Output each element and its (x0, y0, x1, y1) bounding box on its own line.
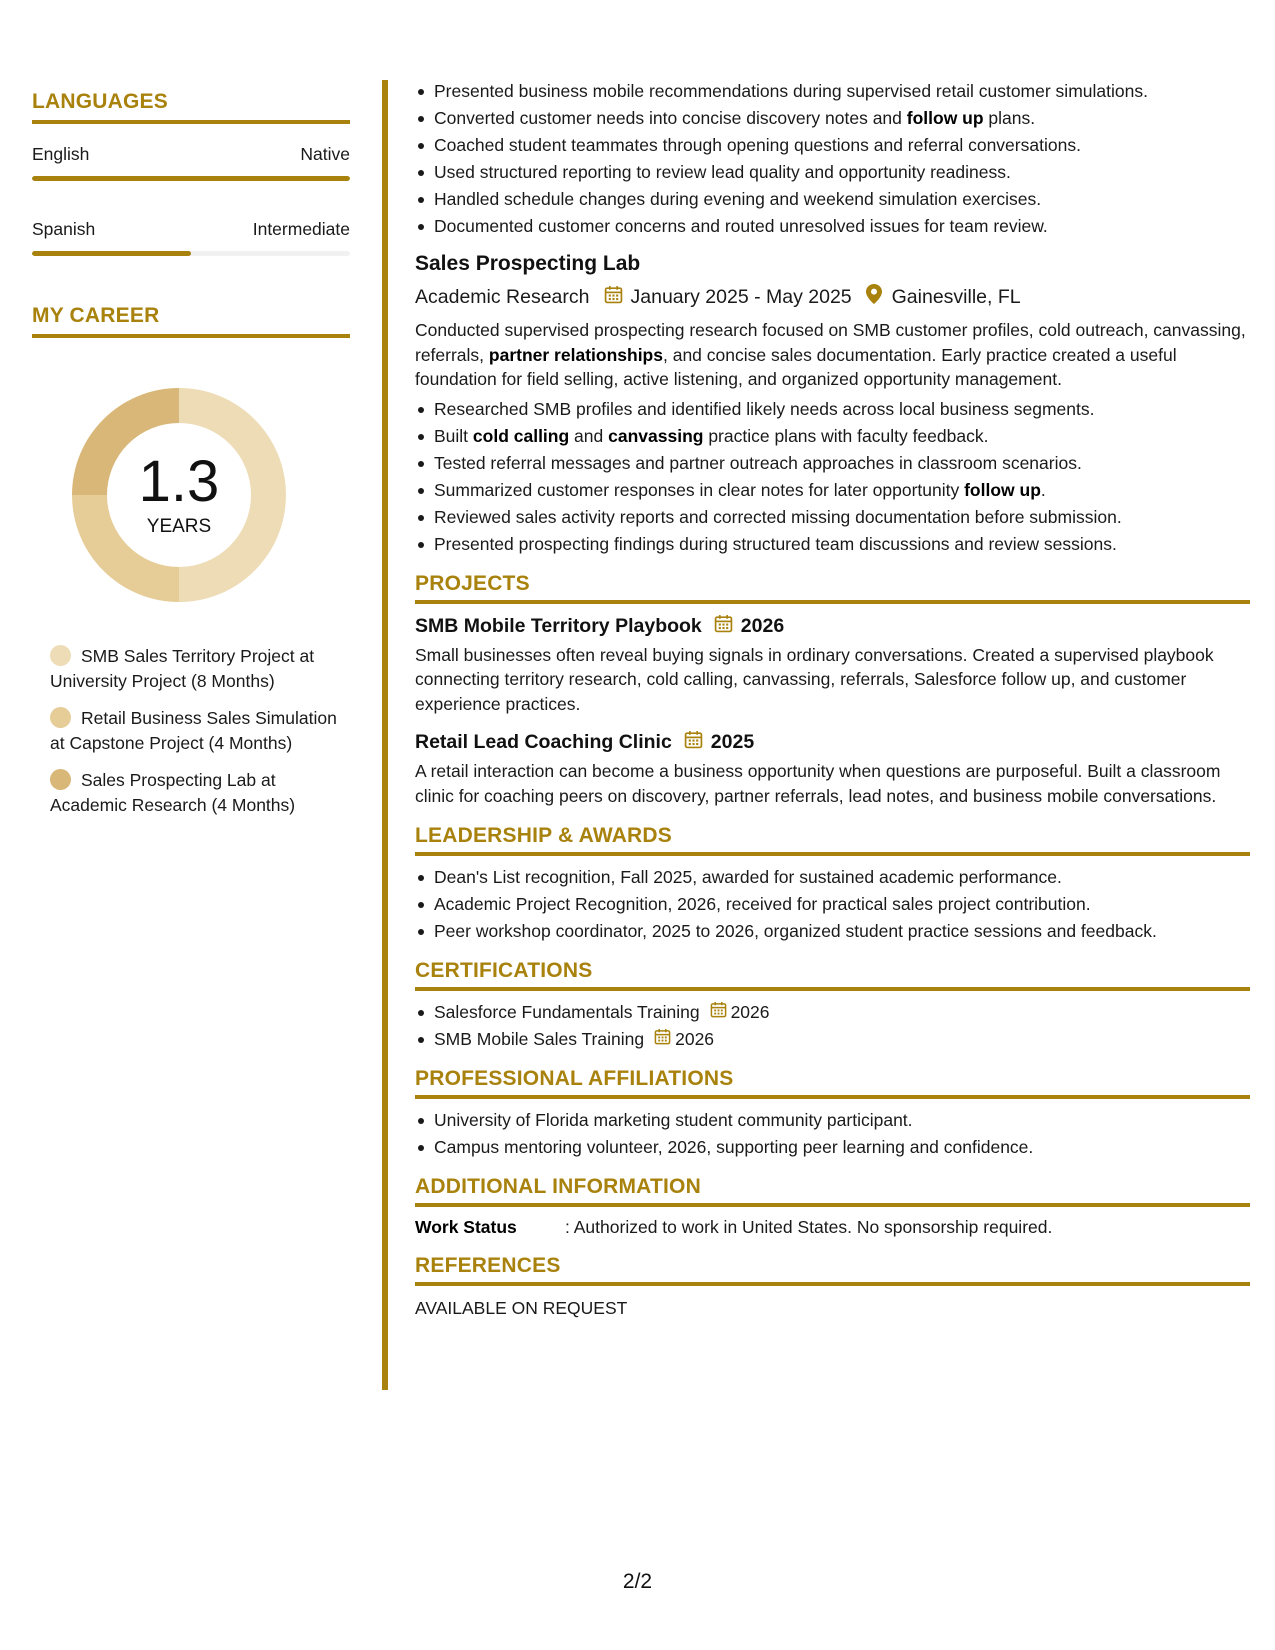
legend-dot (50, 707, 71, 728)
bullet-item: Tested referral messages and partner outreach approaches in classroom scenarios. (415, 450, 1250, 477)
language-level-bar (32, 176, 350, 181)
experience-org: Academic Research (415, 285, 590, 308)
bullet-item: Documented customer concerns and routed unresolved issues for team review. (415, 213, 1250, 240)
career-legend (50, 644, 340, 818)
bullet-item: Used structured reporting to review lead quality and opportunity readiness. (415, 159, 1250, 186)
language-level-fill (32, 251, 191, 256)
calendar-icon (604, 285, 623, 310)
affiliations-heading: PROFESSIONAL AFFILIATIONS (415, 1067, 1250, 1099)
project-year: 2025 (710, 731, 755, 753)
experience-meta (415, 284, 1250, 310)
references-text: AVAILABLE ON REQUEST (415, 1298, 628, 1318)
bullet-item: Presented prospecting findings during structured team discussions and review sessions. (415, 531, 1250, 558)
language-item (32, 219, 350, 256)
legend-dot (50, 769, 71, 790)
right-column (415, 78, 1250, 1319)
experience-bullets (415, 78, 1250, 240)
calendar-icon (654, 1026, 671, 1053)
languages-heading: LANGUAGES (32, 90, 350, 124)
legend-item (50, 706, 340, 756)
bullet-item: Academic Project Recognition, 2026, received for practical sales project contribution. (415, 891, 1250, 918)
certifications-heading: CERTIFICATIONS (415, 959, 1250, 991)
work-status-label: Work Status (415, 1217, 517, 1237)
experience-summary: Conducted supervised prospecting research focused on SMB customer profiles, cold outreach, canvassing, referrals, partner relationships, and concise sales documentation. Early practice created a useful foundation for field selling, active listening, and organized opportunity management. (415, 320, 1246, 389)
bullet-item: University of Florida marketing student community participant. (415, 1107, 1250, 1134)
bullet-item: Coached student teammates through opening questions and referral conversations. (415, 132, 1250, 159)
language-level: Native (300, 144, 350, 164)
career-donut-chart (66, 382, 292, 608)
experience-location: Gainesville, FL (891, 285, 1021, 308)
references-heading: REFERENCES (415, 1254, 1250, 1286)
bullet-item: Handled schedule changes during evening and weekend simulation exercises. (415, 186, 1250, 213)
legend-item (50, 768, 340, 818)
leadership-bullets (415, 864, 1250, 945)
column-divider (382, 80, 388, 1390)
calendar-icon (684, 730, 703, 755)
additional-info-heading: ADDITIONAL INFORMATION (415, 1175, 1250, 1207)
language-item (32, 144, 350, 181)
career-total-years: 1.3 (138, 449, 220, 514)
experience-title: Sales Prospecting Lab (415, 252, 641, 275)
bullet-item: Presented business mobile recommendations during supervised retail customer simulations. (415, 78, 1250, 105)
language-name: Spanish (32, 219, 96, 239)
page-number: 2/2 (622, 1570, 653, 1593)
work-status-row (415, 1217, 1250, 1238)
bullet-item: Researched SMB profiles and identified likely needs across local business segments. (415, 396, 1250, 423)
language-level-fill (32, 176, 350, 181)
legend-label: Sales Prospecting Lab at Academic Research (4 Months) (50, 770, 296, 815)
project-title (415, 614, 1250, 639)
project-name: SMB Mobile Territory Playbook (415, 614, 702, 637)
project-name: Retail Lead Coaching Clinic (415, 731, 672, 753)
language-name: English (32, 144, 90, 164)
bullet-item: Dean's List recognition, Fall 2025, awarded for sustained academic performance. (415, 864, 1250, 891)
bullet-item: Peer workshop coordinator, 2025 to 2026, organized student practice sessions and feedback. (415, 918, 1250, 945)
bullet-item: Summarized customer responses in clear notes for later opportunity follow up. (415, 477, 1250, 504)
certification-item (415, 1026, 1250, 1053)
donut-center (66, 382, 292, 608)
certification-list (415, 999, 1250, 1053)
career-years-unit: YEARS (146, 516, 212, 537)
experience-bullets (415, 396, 1250, 558)
projects-heading: PROJECTS (415, 572, 1250, 604)
location-pin-icon (866, 284, 882, 310)
bullet-item: Campus mentoring volunteer, 2026, supporting peer learning and confidence. (415, 1134, 1250, 1161)
bullet-item: Built cold calling and canvassing practice plans with faculty feedback. (415, 423, 1250, 450)
legend-dot (50, 645, 71, 666)
calendar-icon (714, 614, 733, 639)
affiliation-bullets (415, 1107, 1250, 1161)
career-heading: MY CAREER (32, 304, 350, 338)
leadership-heading: LEADERSHIP & AWARDS (415, 824, 1250, 856)
left-column (32, 90, 350, 830)
bullet-item: Reviewed sales activity reports and corrected missing documentation before submission. (415, 504, 1250, 531)
legend-item (50, 644, 340, 694)
language-level: Intermediate (252, 219, 350, 239)
certification-item (415, 999, 1250, 1026)
bullet-item: Converted customer needs into concise discovery notes and follow up plans. (415, 105, 1250, 132)
project-description: Small businesses often reveal buying signals in ordinary conversations. Created a supervised playbook connecting territory research, cold calling, canvassing, referrals, Salesforce follow up, and customer experience practices. (415, 644, 1214, 714)
language-level-bar (32, 251, 350, 256)
project-title (415, 730, 1250, 755)
experience-dates: January 2025 - May 2025 (630, 285, 852, 308)
project-year: 2026 (740, 614, 785, 637)
certification-year: 2026 (675, 1029, 715, 1049)
certification-year: 2026 (730, 1002, 770, 1022)
legend-label: Retail Business Sales Simulation at Capstone Project (4 Months) (50, 708, 337, 753)
project-description: A retail interaction can become a business opportunity when questions are purposeful. Built a classroom clinic for coaching peers on discovery, partner referrals, lead notes, and business mobile conversations. (415, 761, 1221, 806)
certification-name: SMB Mobile Sales Training (434, 1029, 645, 1049)
certification-name: Salesforce Fundamentals Training (434, 1002, 700, 1022)
legend-label: SMB Sales Territory Project at University Project (8 Months) (50, 646, 315, 691)
work-status-value: : Authorized to work in United States. No sponsorship required. (565, 1217, 1053, 1237)
calendar-icon (710, 999, 727, 1026)
languages-list (32, 144, 350, 256)
